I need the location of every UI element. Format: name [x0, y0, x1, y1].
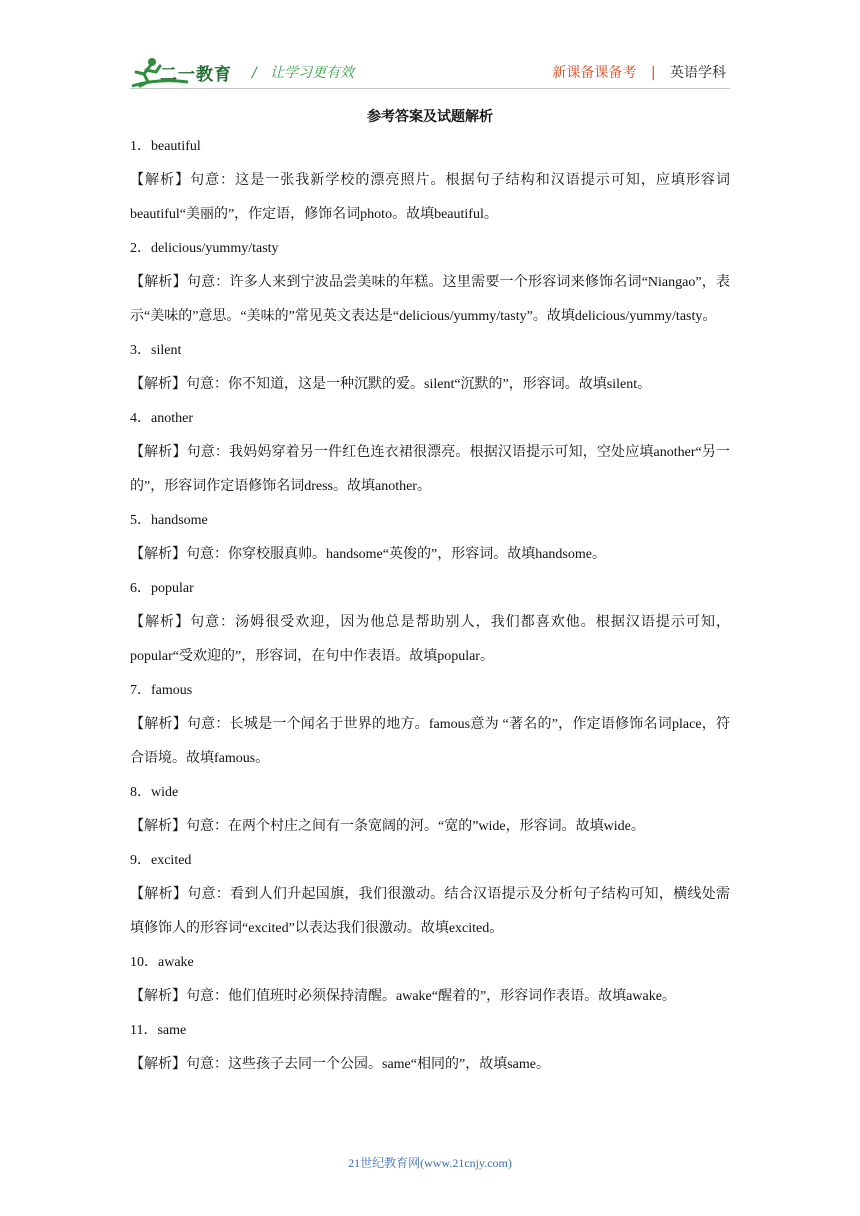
- explanation-text: 【解析】句意：许多人来到宁波品尝美味的年糕。这里需要一个形容词来修饰名词“Niangao”，表示“美味的”意思。“美味的”常见英文表达是“delicious/yummy/tasty”。故填delicious/yummy/tasty。: [130, 275, 730, 324]
- explanation-text: 【解析】句意：长城是一个闻名于世界的地方。famous意为 “著名的”，作定语修饰名词place，符合语境。故填famous。: [130, 717, 730, 766]
- answer-text: 7．famous: [130, 683, 193, 698]
- page-header: [0, 0, 860, 100]
- page-footer[interactable]: 21世纪教育网(www.21cnjy.com): [348, 1156, 512, 1170]
- course-label: 新课备课备考: [552, 65, 637, 81]
- subject-label: 英语学科: [670, 65, 726, 81]
- explanation-text: 【解析】句意：在两个村庄之间有一条宽阔的河。“宽的”wide，形容词。故填wide。: [130, 819, 645, 834]
- answer-item: [130, 844, 730, 946]
- header-separator: |: [650, 65, 656, 81]
- answer-item: [130, 1014, 730, 1082]
- page-title: 参考答案及试题解析: [367, 109, 493, 125]
- header-divider: [130, 88, 730, 89]
- answer-item: [130, 232, 730, 334]
- answer-item: [130, 572, 730, 674]
- slogan-text: 让学习更有效: [270, 65, 355, 81]
- answer-text: 9．excited: [130, 853, 192, 868]
- brand-slogan: / 让学习更有效: [252, 65, 355, 81]
- explanation-text: 【解析】句意：你穿校服真帅。handsome“英俊的”，形容词。故填handsome。: [130, 547, 606, 562]
- explanation-text: 【解析】句意：这些孩子去同一个公园。same“相同的”，故填same。: [130, 1057, 550, 1072]
- answer-text: 1．beautiful: [130, 139, 201, 154]
- answer-text: 5．handsome: [130, 513, 208, 528]
- explanation-text: 【解析】句意：汤姆很受欢迎，因为他总是帮助别人，我们都喜欢他。根据汉语提示可知，popular“受欢迎的”，形容词，在句中作表语。故填popular。: [130, 615, 730, 664]
- answer-item: [130, 946, 730, 1014]
- answer-item: [130, 130, 730, 232]
- header-right: [552, 62, 726, 82]
- answer-item: [130, 334, 730, 402]
- brand-name: 二一教育: [160, 65, 232, 85]
- answer-text: 11．same: [130, 1023, 187, 1038]
- answer-item: [130, 504, 730, 572]
- answer-item: [130, 776, 730, 844]
- answer-item: [130, 402, 730, 504]
- answer-text: 4．another: [130, 411, 193, 426]
- answer-text: 2．delicious/yummy/tasty: [130, 241, 279, 256]
- answer-list: [130, 130, 730, 1082]
- explanation-text: 【解析】句意：他们值班时必须保持清醒。awake“醒着的”，形容词作表语。故填awake。: [130, 989, 676, 1004]
- explanation-text: 【解析】句意：你不知道，这是一种沉默的爱。silent“沉默的”，形容词。故填silent。: [130, 377, 652, 392]
- answer-text: 3．silent: [130, 343, 182, 358]
- explanation-text: 【解析】句意：看到人们升起国旗，我们很激动。结合汉语提示及分析句子结构可知，横线处需填修饰人的形容词“excited”以表达我们很激动。故填excited。: [130, 887, 730, 936]
- answer-text: 10．awake: [130, 955, 194, 970]
- answer-text: 6．popular: [130, 581, 194, 596]
- answer-item: [130, 674, 730, 776]
- explanation-text: 【解析】句意：我妈妈穿着另一件红色连衣裙很漂亮。根据汉语提示可知，空处应填another“另一的”，形容词作定语修饰名词dress。故填another。: [130, 445, 730, 494]
- answer-text: 8．wide: [130, 785, 179, 800]
- explanation-text: 【解析】句意：这是一张我新学校的漂亮照片。根据句子结构和汉语提示可知，应填形容词beautiful“美丽的”，作定语，修饰名词photo。故填beautiful。: [130, 173, 730, 222]
